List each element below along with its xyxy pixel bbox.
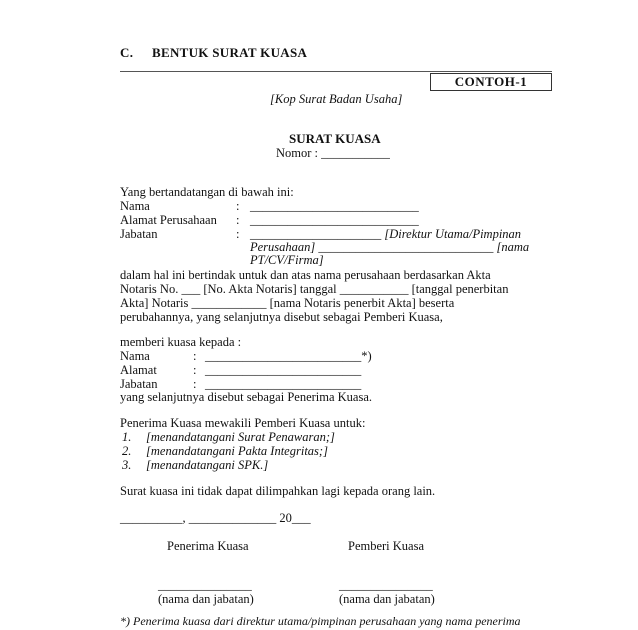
pemberi-caption: (nama dan jabatan) <box>339 592 435 606</box>
doc-title: SURAT KUASA <box>289 131 381 146</box>
section-title: BENTUK SURAT KUASA <box>152 45 308 60</box>
grantee-alamat-field: _________________________ <box>205 363 362 377</box>
grantor-jabatan-label: Jabatan <box>120 227 158 241</box>
grantor-nama-field: ___________________________ <box>250 199 419 213</box>
grantee-jabatan-label: Jabatan <box>120 377 158 391</box>
item-text: [menandatangani SPK.] <box>146 458 269 472</box>
section-divider <box>120 71 552 72</box>
para1-line2: Notaris No. ___ [No. Akta Notaris] tanggal ___________ [tanggal penerbitan <box>120 282 509 296</box>
item-number: 1. <box>122 430 132 444</box>
pemberi-signature-line: _______________ <box>339 578 433 592</box>
para1-line4: perubahannya, yang selanjutnya disebut sebagai Pemberi Kuasa, <box>120 310 443 324</box>
grantee-alamat-colon: : <box>193 363 197 377</box>
grantor-jabatan-colon: : <box>236 227 240 241</box>
grantee-jabatan-field: _________________________ <box>205 377 362 391</box>
footnote: *) Penerima kuasa dari direktur utama/pimpinan perusahaan yang nama penerima <box>120 614 521 628</box>
grantee-after-text: yang selanjutnya disebut sebagai Penerima Kuasa. <box>120 390 373 404</box>
para1-line3: Akta] Notaris ____________ [nama Notaris penerbit Akta] beserta <box>120 296 455 310</box>
grantee-nama-label: Nama <box>120 349 150 363</box>
section-letter: C. <box>120 45 134 60</box>
date-place-line: __________, ______________ 20___ <box>120 511 311 525</box>
nomor-line: Nomor : ___________ <box>276 146 390 160</box>
contoh-label: CONTOH-1 <box>430 73 552 91</box>
item-number: 2. <box>122 444 132 458</box>
closing-text: Surat kuasa ini tidak dapat dilimpahkan lagi kepada orang lain. <box>120 484 436 498</box>
item-text: [menandatangani Surat Penawaran;] <box>146 430 335 444</box>
memberi-kuasa: memberi kuasa kepada : <box>120 335 242 349</box>
kop-placeholder: [Kop Surat Badan Usaha] <box>270 92 403 106</box>
grantor-nama-colon: : <box>236 199 240 213</box>
penerima-signature-line: _______________ <box>158 578 252 592</box>
grantor-alamat-colon: : <box>236 213 240 227</box>
penerima-caption: (nama dan jabatan) <box>158 592 254 606</box>
grantor-jabatan-field-1: _____________________ [Direktur Utama/Pimpinan <box>250 227 522 241</box>
grantee-nama-colon: : <box>193 349 197 363</box>
para1-line1: dalam hal ini bertindak untuk dan atas nama perusahaan berdasarkan Akta <box>120 268 491 282</box>
grantor-jabatan-field-2: Perusahaan] ____________________________ [nama <box>250 240 530 254</box>
pemberi-kuasa-title: Pemberi Kuasa <box>348 539 425 553</box>
grantee-jabatan-colon: : <box>193 377 197 391</box>
item-number: 3. <box>122 458 132 472</box>
mewakili-text: Penerima Kuasa mewakili Pemberi Kuasa untuk: <box>120 416 366 430</box>
item-text: [menandatangani Pakta Integritas;] <box>146 444 328 458</box>
grantee-alamat-label: Alamat <box>120 363 157 377</box>
penerima-kuasa-title: Penerima Kuasa <box>167 539 249 553</box>
grantor-jabatan-field-3: PT/CV/Firma] <box>250 253 324 267</box>
grantee-nama-field: _________________________*) <box>205 349 372 363</box>
grantor-alamat-field: ___________________________ <box>250 213 419 227</box>
intro-text: Yang bertandatangan di bawah ini: <box>120 185 294 199</box>
grantor-nama-label: Nama <box>120 199 150 213</box>
grantor-alamat-label: Alamat Perusahaan <box>120 213 217 227</box>
